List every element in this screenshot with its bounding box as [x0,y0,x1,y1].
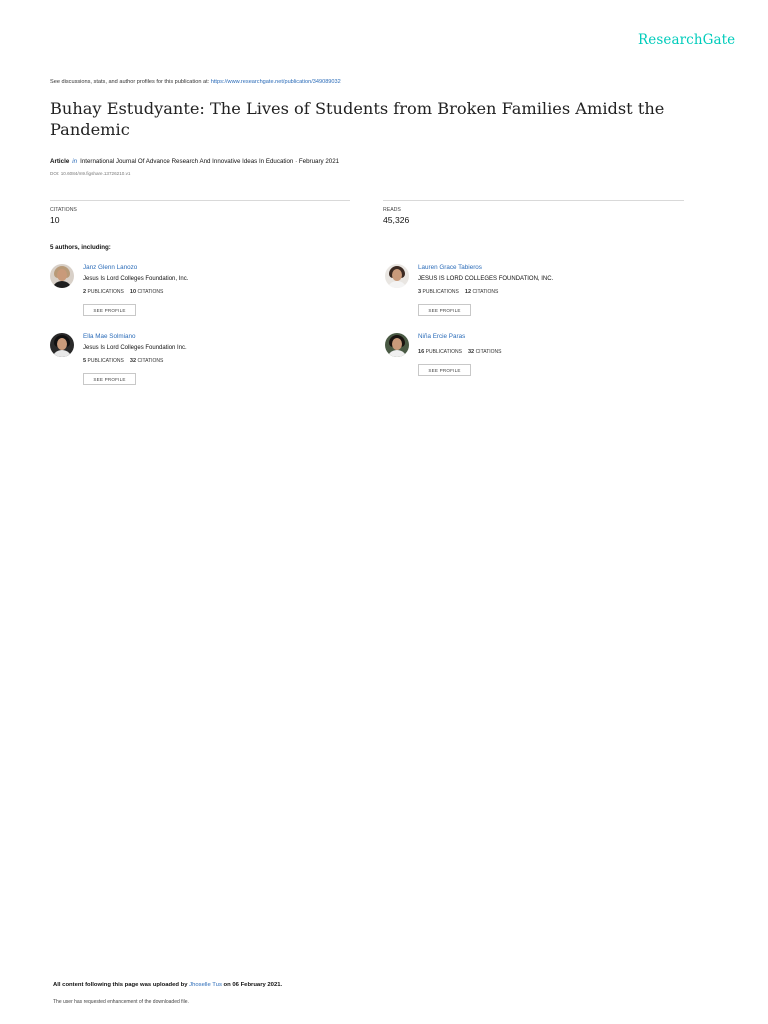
researchgate-logo[interactable]: ResearchGate [638,32,736,48]
citations-count: 10 [50,215,60,225]
discussion-note-text: See discussions, stats, and author profiles for this publication at: [50,79,211,85]
author-card [50,333,350,393]
reads-label: READS [383,207,401,213]
publications-count: 16 [418,349,425,355]
author-name-link[interactable]: Niña Ercie Paras [418,333,466,340]
divider-citations [50,200,350,201]
author-name-link[interactable]: Lauren Grace Tabieros [418,264,482,271]
author-institution: JESUS IS LORD COLLEGES FOUNDATION, INC. [418,276,554,282]
citations-count: 32 [467,349,475,355]
citations-label: CITATIONS [475,349,502,355]
reads-count: 45,326 [383,215,410,225]
citations-count: 10 [129,289,137,295]
upload-note-prefix: All content following this page was uploaded by [53,982,190,988]
citations-count: 32 [129,358,137,364]
author-stats [418,289,498,295]
author-institution: Jesus Is Lord Colleges Foundation Inc. [83,345,187,351]
uploader-link[interactable]: Jhoselle Tus [189,982,222,988]
publication-meta [50,158,339,165]
author-stats [83,358,163,364]
avatar[interactable] [385,264,409,288]
see-profile-button[interactable]: SEE PROFILE [83,373,136,385]
publications-label: PUBLICATIONS [425,349,462,355]
author-card [385,333,685,393]
article-type: Article [50,158,70,165]
author-card [385,264,685,324]
publication-link[interactable]: https://www.researchgate.net/publication/349089032 [210,79,341,85]
publications-label: PUBLICATIONS [87,358,124,364]
publication-title: Buhay Estudyante: The Lives of Students from Broken Families Amidst the Pandemic [50,99,665,139]
publications-count: 5 [83,358,87,364]
upload-note [53,982,282,988]
doi: DOI: 10.6084/m9.figshare.13726210.v1 [50,171,131,176]
citations-label: CITATIONS [137,289,164,295]
publications-label: PUBLICATIONS [422,289,459,295]
author-card [50,264,350,324]
enhancement-note: The user has requested enhancement of the downloaded file. [53,999,189,1005]
author-name-link[interactable]: Ella Mae Solmiano [83,333,136,340]
upload-note-date: on 06 February 2021. [221,982,283,988]
discussion-note [50,79,341,85]
avatar[interactable] [50,264,74,288]
authors-heading: 5 authors, including: [50,244,111,251]
citations-label: CITATIONS [137,358,164,364]
citations-label: CITATIONS [472,289,499,295]
see-profile-button[interactable]: SEE PROFILE [418,364,471,376]
publications-count: 2 [83,289,87,295]
avatar[interactable] [50,333,74,357]
see-profile-button[interactable]: SEE PROFILE [418,304,471,316]
author-name-link[interactable]: Janz Glenn Lanozo [83,264,138,271]
author-institution: Jesus Is Lord Colleges Foundation, Inc. [83,276,189,282]
divider-reads [383,200,684,201]
avatar[interactable] [385,333,409,357]
author-stats [418,349,502,355]
citations-count: 12 [464,289,472,295]
publications-label: PUBLICATIONS [87,289,124,295]
author-stats [83,289,163,295]
in-label: in [72,158,78,165]
citations-label: CITATIONS [50,207,77,213]
publications-count: 3 [418,289,422,295]
see-profile-button[interactable]: SEE PROFILE [83,304,136,316]
journal-name: International Journal Of Advance Research And Innovative Ideas In Education · February 2021 [80,158,340,165]
